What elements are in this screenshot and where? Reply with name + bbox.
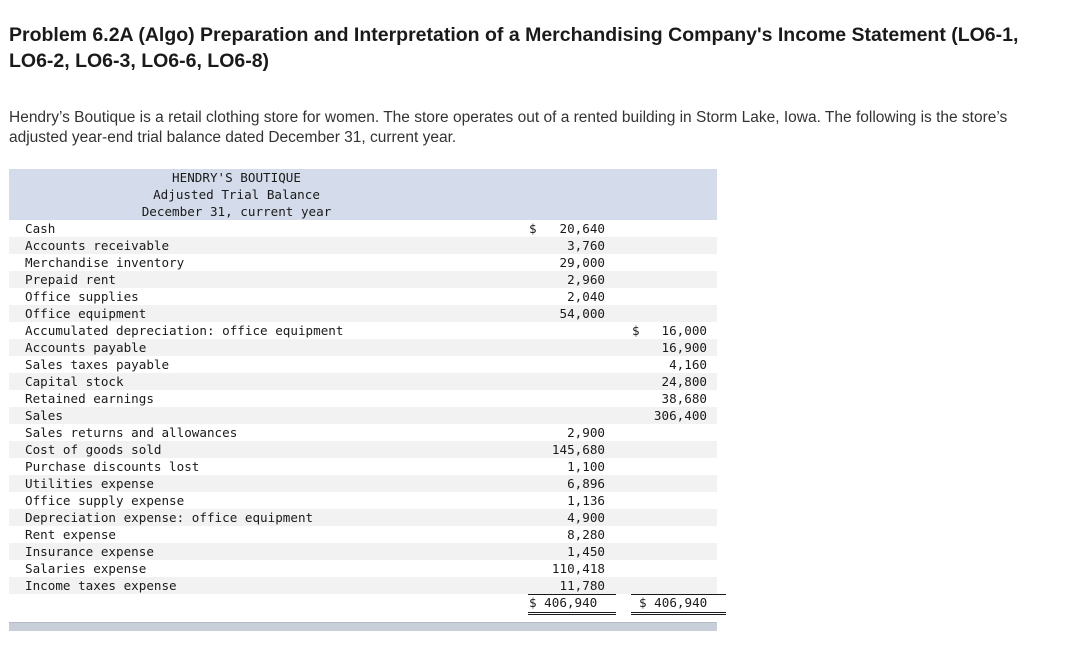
- debit-amount: 2,960: [567, 272, 605, 287]
- debit-amount: 2,040: [567, 289, 605, 304]
- account-name: Prepaid rent: [25, 272, 116, 287]
- account-name: Income taxes expense: [25, 578, 177, 593]
- account-name: Rent expense: [25, 527, 116, 542]
- table-row: [9, 526, 717, 543]
- credit-amount: 306,400: [653, 408, 707, 423]
- debit-amount: 1,450: [567, 544, 605, 559]
- table-row: [9, 288, 717, 305]
- table-row: [9, 424, 717, 441]
- debit-amount: 54,000: [559, 306, 605, 321]
- account-name: Sales returns and allowances: [25, 425, 238, 440]
- statement-date: December 31, current year: [141, 204, 332, 219]
- account-name: Utilities expense: [25, 476, 154, 491]
- account-name: Office supply expense: [25, 493, 185, 508]
- account-name: Sales: [25, 408, 63, 423]
- account-name: Depreciation expense: office equipment: [25, 510, 314, 525]
- table-row: [9, 373, 717, 390]
- debit-amount: 1,100: [567, 459, 605, 474]
- account-name: Office equipment: [25, 306, 147, 321]
- table-row: [9, 305, 717, 322]
- company-name: HENDRY'S BOUTIQUE: [172, 170, 301, 185]
- table-row: [9, 407, 717, 424]
- credit-amount: 16,900: [661, 340, 707, 355]
- account-name: Cash: [25, 221, 56, 236]
- debit-amount: 6,896: [567, 476, 605, 491]
- debit-amount: 11,780: [559, 578, 605, 593]
- trial-balance-rows: [9, 220, 717, 594]
- debit-amount: 145,680: [551, 442, 605, 457]
- trial-balance-header: [9, 169, 717, 220]
- table-row: [9, 577, 717, 594]
- table-row: [9, 475, 717, 492]
- trial-balance-table: [9, 169, 717, 611]
- debit-amount: 4,900: [567, 510, 605, 525]
- debit-amount: 1,136: [567, 493, 605, 508]
- table-row: [9, 492, 717, 509]
- table-row: [9, 237, 717, 254]
- account-name: Merchandise inventory: [25, 255, 185, 270]
- account-name: Purchase discounts lost: [25, 459, 200, 474]
- account-name: Accumulated depreciation: office equipment: [25, 323, 344, 338]
- account-name: Accounts receivable: [25, 238, 170, 253]
- debit-amount: 2,900: [567, 425, 605, 440]
- table-row: [9, 322, 717, 339]
- table-row: [9, 543, 717, 560]
- table-row: [9, 560, 717, 577]
- table-row: [9, 356, 717, 373]
- table-row: [9, 339, 717, 356]
- table-row: [9, 509, 717, 526]
- account-name: Retained earnings: [25, 391, 154, 406]
- credit-amount: 24,800: [661, 374, 707, 389]
- debit-amount: 29,000: [559, 255, 605, 270]
- credit-currency-symbol: $: [632, 323, 640, 338]
- credit-amount: 38,680: [661, 391, 707, 406]
- table-row: [9, 271, 717, 288]
- table-footer-bar: [9, 622, 717, 631]
- debit-amount: 20,640: [559, 221, 605, 236]
- totals-row: [9, 594, 717, 611]
- credit-total: $ 406,940: [639, 595, 708, 610]
- debit-amount: 3,760: [567, 238, 605, 253]
- account-name: Accounts payable: [25, 340, 147, 355]
- debit-currency-symbol: $: [529, 221, 537, 236]
- table-row: [9, 220, 717, 237]
- table-row: [9, 390, 717, 407]
- table-row: [9, 458, 717, 475]
- table-row: [9, 441, 717, 458]
- problem-title: Problem 6.2A (Algo) Preparation and Interpretation of a Merchandising Company's Income Statement (LO6-1, LO6-2, LO6-3, LO6-6, LO6-8): [9, 24, 1019, 72]
- account-name: Cost of goods sold: [25, 442, 162, 457]
- account-name: Insurance expense: [25, 544, 154, 559]
- credit-amount: 16,000: [661, 323, 707, 338]
- account-name: Salaries expense: [25, 561, 147, 576]
- account-name: Capital stock: [25, 374, 124, 389]
- account-name: Sales taxes payable: [25, 357, 170, 372]
- credit-amount: 4,160: [669, 357, 707, 372]
- statement-name: Adjusted Trial Balance: [153, 187, 320, 202]
- problem-intro: Hendry’s Boutique is a retail clothing store for women. The store operates out of a rented building in Storm Lake, Iowa. The following is the store’s adjusted year-end trial balance dated December 31, current year.: [9, 109, 1008, 146]
- debit-total: $ 406,940: [529, 595, 598, 610]
- debit-amount: 8,280: [567, 527, 605, 542]
- table-row: [9, 254, 717, 271]
- account-name: Office supplies: [25, 289, 139, 304]
- debit-amount: 110,418: [551, 561, 605, 576]
